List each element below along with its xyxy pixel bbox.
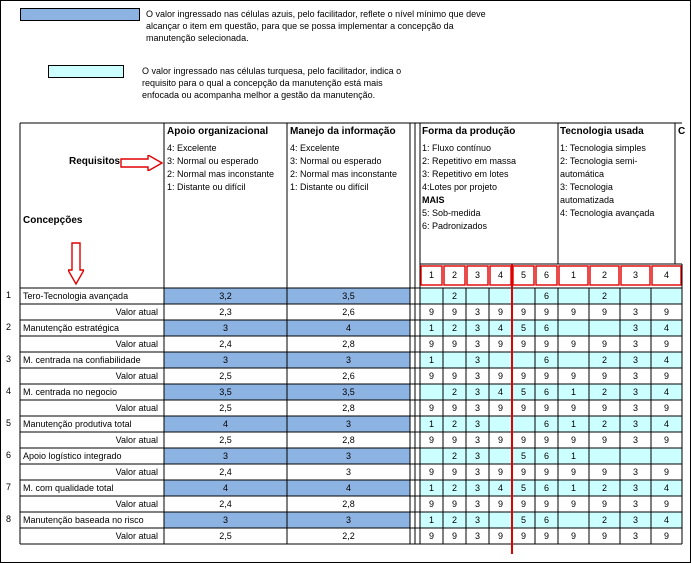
sub-column-header: 6 [543,270,549,280]
focus-cell[interactable]: 2 [451,419,457,429]
current-value-cell[interactable]: 9 [451,499,457,509]
valor-atual-label[interactable]: Valor atual [115,435,158,445]
valor-atual-label[interactable]: Valor atual [115,531,158,541]
current-value-cell[interactable]: 9 [543,435,549,445]
sub-column-header: 4 [663,270,669,280]
sub-column-header: 2 [601,270,607,280]
focus-cell[interactable]: 1 [428,323,434,333]
focus-cell[interactable]: 3 [474,515,480,525]
sub-column-header: 2 [451,270,457,280]
row-number: 1 [6,290,12,300]
current-value-cell[interactable]: 9 [663,339,669,349]
scale-line: 3: Tecnologia [560,182,613,192]
valor-atual-label[interactable]: Valor atual [115,339,158,349]
apoio-required-cell[interactable]: 3 [222,323,228,333]
current-value-cell[interactable]: 9 [570,531,576,541]
focus-cell[interactable]: 2 [451,387,457,397]
concepcoes-label: Concepções [23,215,83,226]
scale-line: 1: Tecnologia simples [560,143,646,153]
focus-cell[interactable]: 4 [663,355,669,365]
concept-name[interactable]: Manutenção produtiva total [23,419,132,429]
current-value-cell[interactable]: 3 [474,531,480,541]
current-value-cell[interactable]: 9 [497,531,503,541]
current-value-cell[interactable]: 3 [474,371,480,381]
focus-cell[interactable]: 3 [632,323,638,333]
apoio-required-cell[interactable]: 3,5 [219,387,232,397]
current-value-cell[interactable]: 9 [570,307,576,317]
scale-line: 1: Fluxo contínuo [422,143,492,153]
manejo-current-cell[interactable]: 2,8 [342,339,355,349]
manejo-current-cell[interactable]: 2,8 [342,403,355,413]
current-value-cell[interactable]: 9 [601,371,607,381]
focus-cell[interactable]: 1 [570,483,576,493]
row-number: 6 [6,450,12,460]
focus-cell[interactable]: 4 [497,483,503,493]
apoio-current-cell[interactable]: 2,5 [219,531,232,541]
focus-cell[interactable]: 1 [428,419,434,429]
current-value-cell[interactable]: 9 [520,403,526,413]
scale-line: 2: Normal mas inconstante [167,169,275,179]
focus-cell[interactable]: 3 [474,419,480,429]
current-value-cell[interactable]: 9 [601,467,607,477]
row-number: 5 [6,418,12,428]
focus-cell[interactable]: 4 [663,419,669,429]
manejo-required-cell[interactable]: 4 [345,483,351,493]
group-title-apoio: Apoio organizacional [167,126,269,137]
focus-cell[interactable]: 4 [663,515,669,525]
current-value-cell[interactable]: 3 [632,467,638,477]
focus-cell[interactable]: 1 [428,355,434,365]
focus-cell[interactable]: 6 [543,483,549,493]
manejo-required-cell[interactable]: 4 [345,323,351,333]
requisitos-label: Requisitos [69,156,121,167]
scale-line: 4: Tecnologia avançada [560,208,655,218]
focus-cell[interactable]: 6 [543,323,549,333]
focus-cell[interactable]: 4 [663,323,669,333]
current-value-cell[interactable]: 9 [428,371,434,381]
focus-cell[interactable]: 3 [632,419,638,429]
current-value-cell[interactable]: 9 [601,403,607,413]
current-value-cell[interactable]: 9 [601,307,607,317]
current-value-cell[interactable]: 3 [632,435,638,445]
current-value-cell[interactable]: 9 [497,371,503,381]
current-value-cell[interactable]: 3 [474,339,480,349]
current-value-cell[interactable]: 9 [543,339,549,349]
focus-cell[interactable]: 2 [601,419,607,429]
current-value-cell[interactable]: 9 [601,499,607,509]
current-value-cell[interactable]: 9 [520,531,526,541]
scale-line: 4:Lotes por projeto [422,182,498,192]
focus-cell[interactable]: 1 [428,515,434,525]
current-value-cell[interactable]: 9 [428,403,434,413]
scale-line: 1: Distante ou difícil [290,182,369,192]
valor-atual-label[interactable]: Valor atual [115,371,158,381]
focus-cell[interactable]: 2 [601,483,607,493]
current-value-cell[interactable]: 3 [474,403,480,413]
current-value-cell[interactable]: 9 [428,467,434,477]
current-value-cell[interactable]: 9 [601,531,607,541]
focus-cell[interactable]: 5 [520,387,526,397]
current-value-cell[interactable]: 9 [497,435,503,445]
current-value-cell[interactable]: 9 [497,467,503,477]
scale-line: MAIS [422,195,445,205]
current-value-cell[interactable]: 9 [570,371,576,381]
scale-line: 3: Repetitivo em lotes [422,169,509,179]
focus-cell[interactable]: 6 [543,515,549,525]
legend-turquoise-text: O valor ingressado nas células turquesa, pelo facilitador, indica o requisito para o qual a concepção da manutenção está mais enfocada ou acompanha melhor a gestão da manutenção. [142,66,402,100]
scale-line: 4: Excelente [290,143,340,153]
focus-cell[interactable]: 4 [497,323,503,333]
concept-name[interactable]: M. com qualidade total [23,483,114,493]
focus-cell[interactable]: 2 [601,355,607,365]
concept-name[interactable]: Manutenção baseada no risco [23,515,144,525]
focus-cell[interactable]: 2 [451,483,457,493]
group-title-forma: Forma da produção [422,126,516,137]
current-value-cell[interactable]: 9 [663,307,669,317]
current-value-cell[interactable]: 9 [570,499,576,509]
current-value-cell[interactable]: 9 [663,403,669,413]
group-title-manejo: Manejo da informação [290,126,396,137]
group-title-tecnologia: Tecnologia usada [560,126,644,137]
current-value-cell[interactable]: 9 [543,531,549,541]
current-value-cell[interactable]: 9 [520,435,526,445]
concept-name[interactable]: Manutenção estratégica [23,323,120,333]
focus-cell[interactable]: 1 [570,451,576,461]
apoio-required-cell[interactable]: 3 [222,515,228,525]
current-value-cell[interactable]: 3 [632,403,638,413]
current-value-cell[interactable]: 3 [632,371,638,381]
current-value-cell[interactable]: 9 [451,531,457,541]
focus-cell[interactable]: 6 [543,387,549,397]
scale-line: 6: Padronizados [422,221,488,231]
apoio-current-cell[interactable]: 2,5 [219,435,232,445]
current-value-cell[interactable]: 9 [428,499,434,509]
current-value-cell[interactable]: 9 [570,467,576,477]
manejo-current-cell[interactable]: 2,8 [342,435,355,445]
focus-cell[interactable]: 5 [520,451,526,461]
manejo-current-cell[interactable]: 2,6 [342,371,355,381]
valor-atual-label[interactable]: Valor atual [115,467,158,477]
current-value-cell[interactable]: 9 [663,371,669,381]
current-value-cell[interactable]: 9 [663,435,669,445]
focus-cell[interactable]: 3 [632,515,638,525]
current-value-cell[interactable]: 9 [601,435,607,445]
focus-cell[interactable]: 2 [601,515,607,525]
scale-line: 2: Tecnologia semi- [560,156,638,166]
sub-column-header: 5 [520,270,526,280]
focus-cell[interactable]: 6 [543,291,549,301]
row-number: 7 [6,482,12,492]
current-value-cell[interactable]: 9 [428,435,434,445]
row-number: 3 [6,354,12,364]
focus-cell[interactable]: 1 [428,483,434,493]
apoio-current-cell[interactable]: 2,5 [219,371,232,381]
apoio-required-cell[interactable]: 3 [222,355,228,365]
current-value-cell[interactable]: 3 [474,307,480,317]
current-value-cell[interactable]: 9 [543,403,549,413]
manejo-required-cell[interactable]: 3,5 [342,387,355,397]
sub-column-header: 3 [632,270,638,280]
current-value-cell[interactable]: 9 [520,307,526,317]
current-value-cell[interactable]: 9 [451,467,457,477]
focus-cell[interactable]: 4 [663,483,669,493]
manejo-required-cell[interactable]: 3 [345,419,351,429]
current-value-cell[interactable]: 3 [474,499,480,509]
concept-name[interactable]: Apoio logístico integrado [23,451,122,461]
current-value-cell[interactable]: 9 [428,339,434,349]
scale-line: automática [560,169,605,179]
focus-cell[interactable]: 1 [570,419,576,429]
current-value-cell[interactable]: 9 [663,467,669,477]
focus-cell[interactable]: 4 [663,387,669,397]
focus-cell[interactable]: 2 [601,387,607,397]
current-value-cell[interactable]: 3 [474,467,480,477]
current-value-cell[interactable]: 9 [520,499,526,509]
focus-cell[interactable]: 3 [474,451,480,461]
current-value-cell[interactable]: 9 [663,531,669,541]
focus-cell[interactable]: 3 [474,483,480,493]
current-value-cell[interactable]: 9 [451,403,457,413]
manejo-current-cell[interactable]: 3 [345,467,351,477]
current-value-cell[interactable]: 9 [451,371,457,381]
focus-cell[interactable]: 4 [497,387,503,397]
apoio-current-cell[interactable]: 2,3 [219,307,232,317]
current-value-cell[interactable]: 9 [520,371,526,381]
current-value-cell[interactable]: 9 [497,339,503,349]
focus-cell[interactable]: 3 [632,387,638,397]
scale-line: automatizada [560,195,615,205]
apoio-current-cell[interactable]: 2,4 [219,467,232,477]
current-value-cell[interactable]: 9 [497,499,503,509]
manejo-required-cell[interactable]: 3 [345,355,351,365]
current-value-cell[interactable]: 9 [497,403,503,413]
sub-column-header: 3 [474,270,480,280]
sub-column-header: 4 [497,270,503,280]
concept-name[interactable]: M. centrada no negocio [23,387,118,397]
current-value-cell[interactable]: 9 [428,307,434,317]
current-value-cell[interactable]: 9 [543,467,549,477]
scale-line: 3: Normal ou esperado [167,156,259,166]
current-value-cell[interactable]: 9 [520,467,526,477]
focus-cell[interactable]: 5 [520,323,526,333]
apoio-required-cell[interactable]: 4 [222,419,228,429]
current-value-cell[interactable]: 9 [570,403,576,413]
sub-column-header: 1 [570,270,576,280]
focus-cell[interactable]: 2 [601,291,607,301]
group-title-partial: C [678,126,686,137]
current-value-cell[interactable]: 9 [428,531,434,541]
focus-cell[interactable]: 2 [451,451,457,461]
scale-line: 4: Excelente [167,143,217,153]
current-value-cell[interactable]: 9 [570,435,576,445]
current-value-cell[interactable]: 9 [451,307,457,317]
manejo-required-cell[interactable]: 3 [345,451,351,461]
manejo-required-cell[interactable]: 3,5 [342,291,355,301]
current-value-cell[interactable]: 9 [570,339,576,349]
valor-atual-label[interactable]: Valor atual [115,499,158,509]
focus-cell[interactable]: 3 [474,355,480,365]
apoio-current-cell[interactable]: 2,5 [219,403,232,413]
focus-cell[interactable]: 1 [570,387,576,397]
current-value-cell[interactable]: 9 [451,435,457,445]
current-value-cell[interactable]: 9 [451,339,457,349]
current-value-cell[interactable]: 3 [632,499,638,509]
focus-cell[interactable]: 3 [632,355,638,365]
row-number: 4 [6,386,12,396]
current-value-cell[interactable]: 3 [632,307,638,317]
focus-cell[interactable]: 3 [632,483,638,493]
scale-line: 2: Normal mas inconstante [290,169,398,179]
scale-line: 5: Sob-medida [422,208,481,218]
scale-line: 3: Normal ou esperado [290,156,382,166]
focus-cell[interactable]: 6 [543,451,549,461]
manejo-current-cell[interactable]: 2,2 [342,531,355,541]
sub-column-header: 1 [428,270,434,280]
focus-cell[interactable]: 5 [520,515,526,525]
current-value-cell[interactable]: 9 [497,307,503,317]
manejo-required-cell[interactable]: 3 [345,515,351,525]
apoio-required-cell[interactable]: 4 [222,483,228,493]
current-value-cell[interactable]: 9 [543,371,549,381]
current-value-cell[interactable]: 9 [601,339,607,349]
current-value-cell[interactable]: 9 [520,339,526,349]
manejo-current-cell[interactable]: 2,6 [342,307,355,317]
legend-blue-text: O valor ingressado nas células azuis, pelo facilitador, reflete o nível mínimo que deve alcançar o item em questão, para que se possa implementar a concepção da manutenção selecionada. [146,9,486,43]
focus-cell[interactable]: 2 [451,515,457,525]
apoio-current-cell[interactable]: 2,4 [219,339,232,349]
focus-cell[interactable]: 3 [474,323,480,333]
focus-cell[interactable]: 2 [451,323,457,333]
scale-line: 1: Distante ou difícil [167,182,246,192]
current-value-cell[interactable]: 9 [543,499,549,509]
apoio-required-cell[interactable]: 3,2 [219,291,232,301]
row-number: 8 [6,514,12,524]
focus-cell[interactable]: 2 [451,291,457,301]
apoio-required-cell[interactable]: 3 [222,451,228,461]
current-value-cell[interactable]: 3 [474,435,480,445]
manejo-current-cell[interactable]: 2,8 [342,499,355,509]
scale-line: 2: Repetitivo em massa [422,156,517,166]
focus-cell[interactable]: 5 [520,483,526,493]
concept-name[interactable]: Tero-Tecnologia avançada [23,291,129,301]
focus-cell[interactable]: 6 [543,355,549,365]
current-value-cell[interactable]: 3 [632,531,638,541]
current-value-cell[interactable]: 9 [543,307,549,317]
valor-atual-label[interactable]: Valor atual [115,403,158,413]
valor-atual-label[interactable]: Valor atual [115,307,158,317]
focus-cell[interactable]: 3 [474,387,480,397]
row-number: 2 [6,322,12,332]
current-value-cell[interactable]: 3 [632,339,638,349]
current-value-cell[interactable]: 9 [663,499,669,509]
focus-cell[interactable]: 6 [543,419,549,429]
apoio-current-cell[interactable]: 2,4 [219,499,232,509]
concept-name[interactable]: M. centrada na confiabilidade [23,355,141,365]
